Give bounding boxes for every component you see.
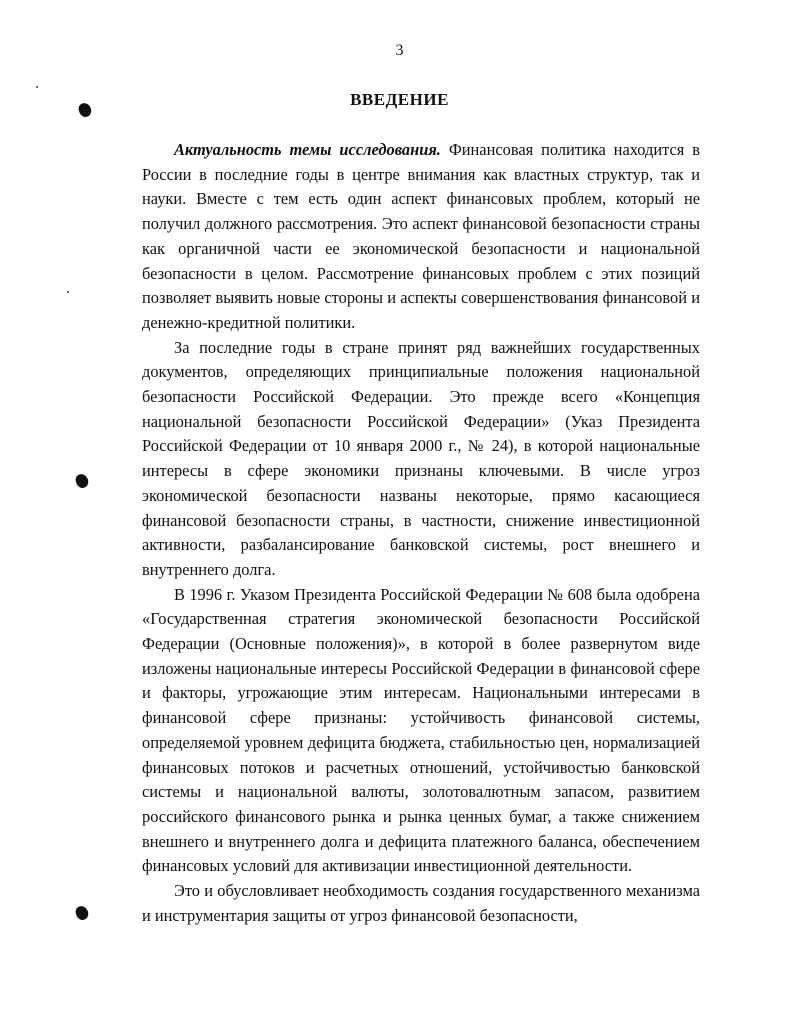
paragraph-strategy-1996: В 1996 г. Указом Президента Российской Федерации № 608 была одобрена «Государственная стратегия экономической безопасности Российской Федерации (Основные положения)», в которой в более развернутом виде изложены национальные интересы Российской Федерации в финансовой сфере и факторы, угрожающие этим интересам. Национальными интересами в финансовой сфере признаны: устойчивость финансовой системы, определяемой уровнем дефицита бюджета, стабильностью цен, нормализацией финансовых потоков и расчетных отношений, устойчивостью банковской системы и национальной валюты, золотовалютным запасом, развитием российского финансового рынка и рынка ценных бумаг, а также снижением внешнего и внутреннего долга и дефицита платежного баланса, обеспечением финансовых условий для активизации инвестиционной деятельности. xyxy=(142,584,700,876)
section-heading: ВВЕДЕНИЕ xyxy=(350,90,449,109)
scan-speck xyxy=(67,291,69,293)
punch-hole-mark xyxy=(74,472,90,489)
paragraph-relevance xyxy=(142,138,700,336)
paragraph-necessity: Это и обусловливает необходимость создания государственного механизма и инструментария защиты от угроз финансовой безопасности, xyxy=(142,881,700,925)
punch-hole-mark xyxy=(74,904,90,921)
scan-speck xyxy=(36,86,38,88)
paragraph-text: Финансовая политика находится в России в последние годы в центре внимания как властных структур, так и науки. Вместе с тем есть один аспект финансовых проблем, который не получил должного рассмотрения. Это аспект финансовой безопасности страны как органичной части ее экономической безопасности и национальной безопасности в целом. Рассмотрение финансовых проблем с этих позиций позволяет выявить новые стороны и аспекты совершенствования финансовой и денежно-кредитной политики. xyxy=(142,140,700,332)
document-body xyxy=(142,138,700,929)
page-number: 3 xyxy=(395,42,404,59)
paragraph-security-documents: За последние годы в стране принят ряд важнейших государственных документов, определяющих принципиальные положения национальной безопасности Российской Федерации. Это прежде всего «Концепция национальной безопасности Российской Федерации» (Указ Президента Российской Федерации от 10 января 2000 г., № 24), в которой национальные интересы в сфере экономики признаны ключевыми. В числе угроз экономической безопасности названы некоторые, прямо касающиеся финансовой безопасности страны, в частности, снижение инвестиционной активности, разбалансирование банковской системы, рост внешнего и внутреннего долга. xyxy=(142,337,700,579)
paragraph-lead-phrase: Актуальность темы исследования. xyxy=(174,140,441,159)
